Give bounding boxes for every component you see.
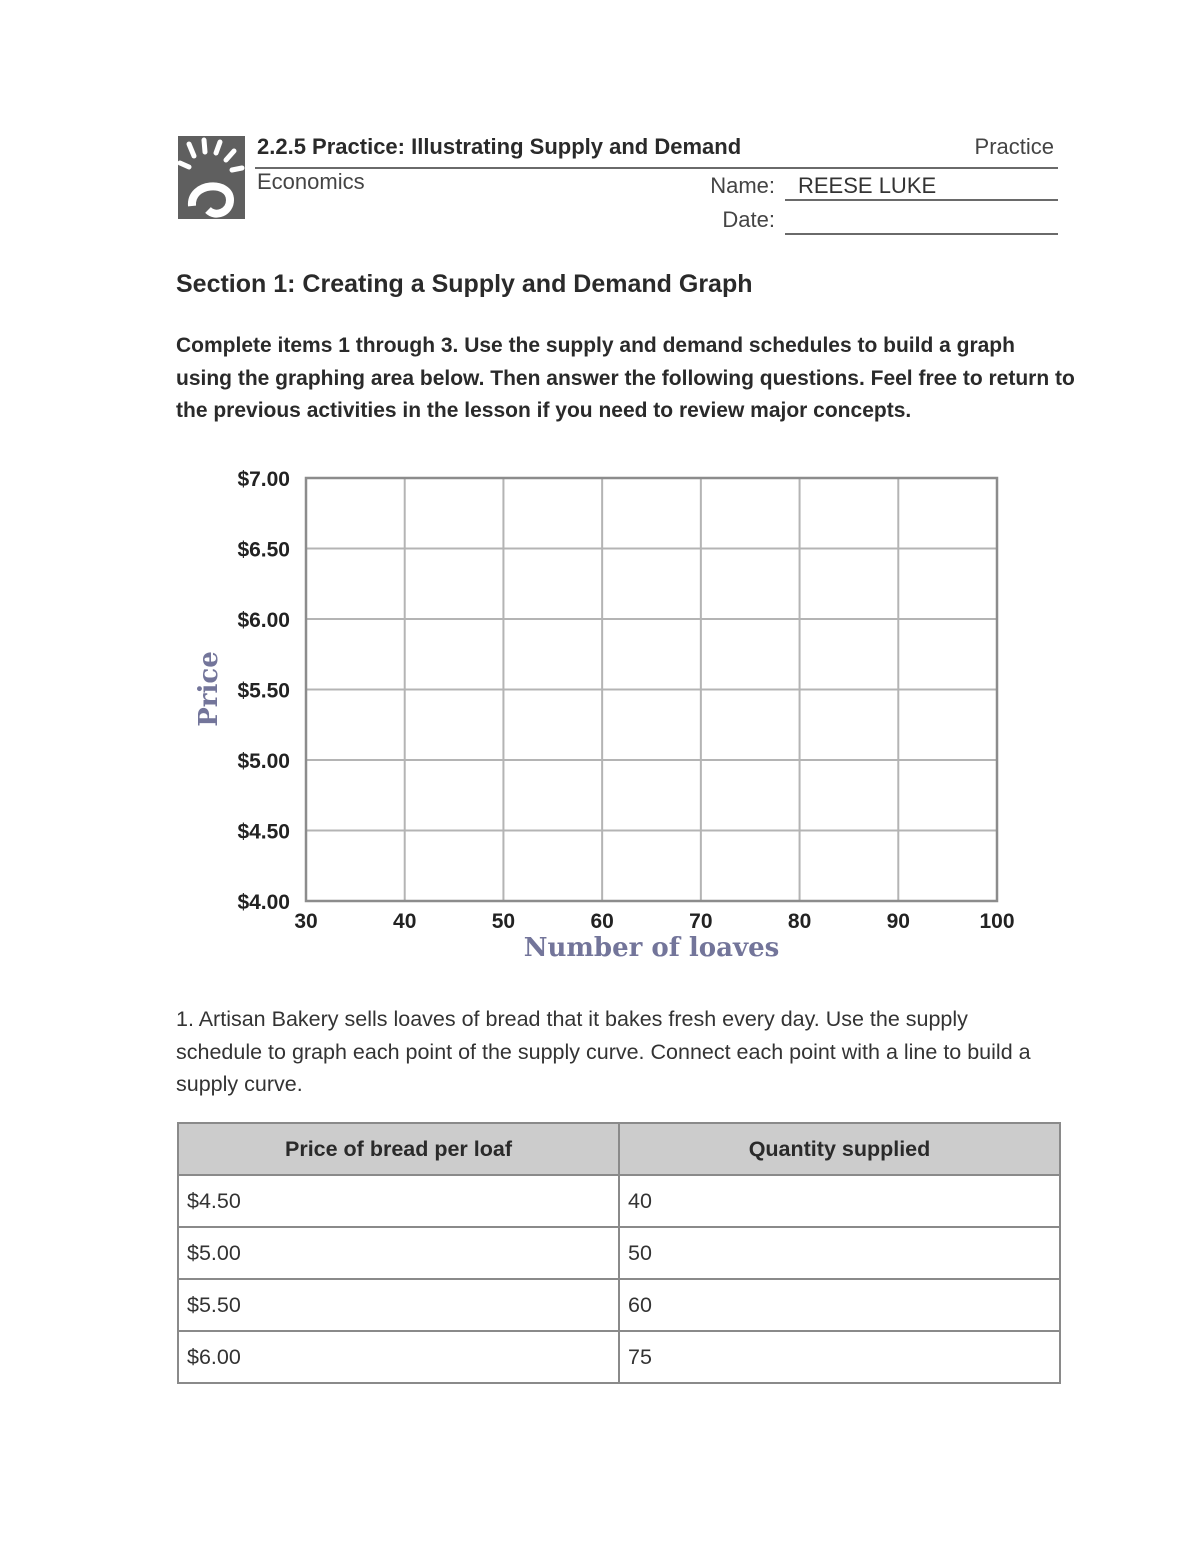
y-tick-label: $7.00: [237, 468, 290, 491]
price-cell: $5.00: [178, 1227, 619, 1279]
quantity-cell: 75: [619, 1331, 1060, 1383]
document-type: Practice: [974, 134, 1054, 159]
x-tick-label: 90: [886, 910, 910, 933]
name-label: Name:: [710, 173, 775, 198]
table-row: [178, 1331, 1060, 1383]
quantity-cell: 50: [619, 1227, 1060, 1279]
course-name: Economics: [257, 169, 365, 194]
y-axis-title: Price: [194, 651, 224, 727]
price-cell: $5.50: [178, 1279, 619, 1331]
instructions: Complete items 1 through 3. Use the supply and demand schedules to build a graph using the graphing area below. Then answer the following questions. Feel free to return to the previous activities in the lesson if you need to review major concepts.: [176, 334, 1075, 422]
question-1: 1. Artisan Bakery sells loaves of bread that it bakes fresh every day. Use the supply schedule to graph each point of the supply curve. Connect each point with a line to build a supply curve.: [176, 1007, 1031, 1096]
date-label: Date:: [722, 207, 775, 232]
table-row: [178, 1175, 1060, 1227]
y-tick-label: $5.50: [237, 679, 290, 703]
table-row: [178, 1279, 1060, 1331]
x-tick-label: 80: [787, 910, 812, 933]
section-title: Section 1: Creating a Supply and Demand Graph: [176, 270, 753, 298]
y-tick-label: $6.00: [237, 609, 290, 632]
x-axis-title: Number of loaves: [523, 933, 780, 963]
table-header-row: [178, 1123, 1060, 1175]
quantity-cell: 40: [619, 1175, 1060, 1227]
y-tick-label: $5.00: [237, 750, 290, 773]
x-tick-label: 60: [590, 910, 614, 933]
x-tick-label: 50: [491, 910, 516, 933]
x-tick-label: 70: [689, 910, 713, 933]
column-header-quantity: Quantity supplied: [619, 1123, 1060, 1175]
column-header-price: Price of bread per loaf: [178, 1123, 619, 1175]
x-tick-label: 30: [294, 910, 318, 933]
table-row: [178, 1227, 1060, 1279]
supply-schedule-table: [177, 1122, 1061, 1384]
x-tick-label: 40: [393, 910, 417, 933]
price-cell: $4.50: [178, 1175, 619, 1227]
price-cell: $6.00: [178, 1331, 619, 1383]
x-tick-label: 100: [979, 910, 1015, 933]
y-tick-label: $6.50: [237, 538, 290, 562]
y-tick-label: $4.00: [237, 891, 290, 914]
quantity-cell: 60: [619, 1279, 1060, 1331]
y-tick-label: $4.50: [237, 820, 290, 844]
name-field[interactable]: REESE LUKE: [798, 173, 937, 198]
document-title: 2.2.5 Practice: Illustrating Supply and Demand: [257, 134, 742, 159]
